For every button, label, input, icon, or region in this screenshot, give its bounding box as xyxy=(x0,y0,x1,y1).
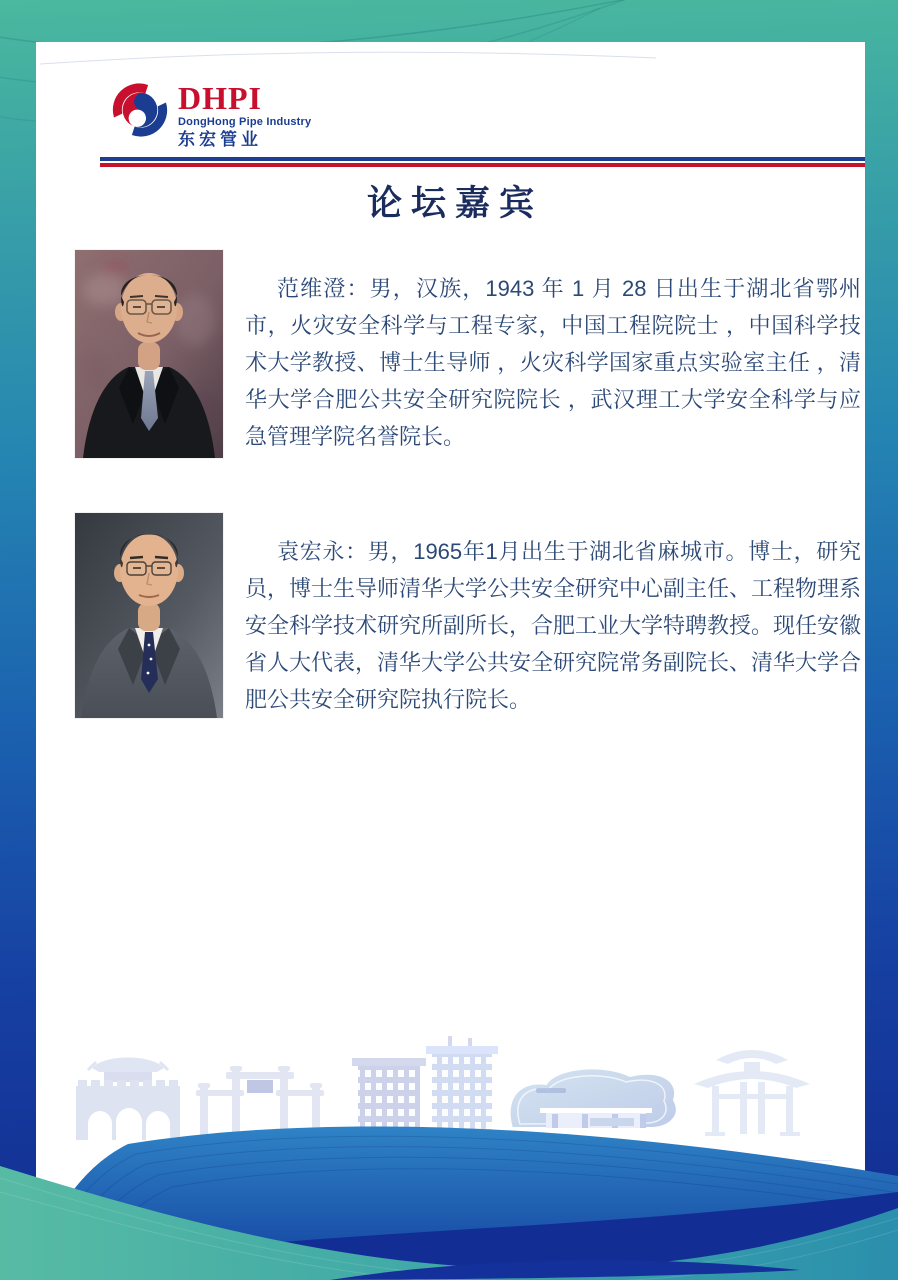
guest-profile-fan-weicheng xyxy=(36,250,865,480)
card-top-hairline-decor xyxy=(36,42,865,72)
divider-red-rule xyxy=(100,163,865,167)
guest-bio-yuan-hongyong: 袁宏永：男，1965年1月出生于湖北省麻城市。博士，研究员，博士生导师清华大学公共安全研究中心副主任、工程物理系安全科学技术研究所副所长，合肥工业大学特聘教授。现任安徽省人大代表，清华大学公共安全研究院常务副院长、清华大学合肥公共安全研究院执行院长。 xyxy=(245,539,862,712)
divider-blue-rule xyxy=(100,157,865,161)
brand-logo xyxy=(112,82,311,148)
guest-bio-fan-weicheng: 范维澄：男，汉族，1943 年 1 月 28 日出生于湖北省鄂州市，火灾安全科学与工程专家，中国工程院院士 ，中国科学技术大学教授、博士生导师 ，火灾科学国家重点实验室主任 ，清华大学合肥公共安全研究院院长 ，武汉理工大学安全科学与应急管理学院名誉院长。 xyxy=(245,276,861,449)
guest-profile-yuan-hongyong xyxy=(36,513,865,743)
brand-logo-icon xyxy=(112,82,168,138)
header-divider xyxy=(100,157,865,167)
brand-wordmark xyxy=(178,82,311,148)
brand-name-en: DongHong Pipe Industry xyxy=(178,116,312,128)
brand-name-cn: 东宏管业 xyxy=(178,130,262,149)
guest-photo-fan-weicheng xyxy=(75,250,223,458)
footer-waves xyxy=(0,1080,898,1280)
guest-photo-yuan-hongyong xyxy=(75,513,223,718)
page-title: 论坛嘉宾 xyxy=(366,184,543,223)
brand-acronym: DHPI xyxy=(178,80,262,116)
